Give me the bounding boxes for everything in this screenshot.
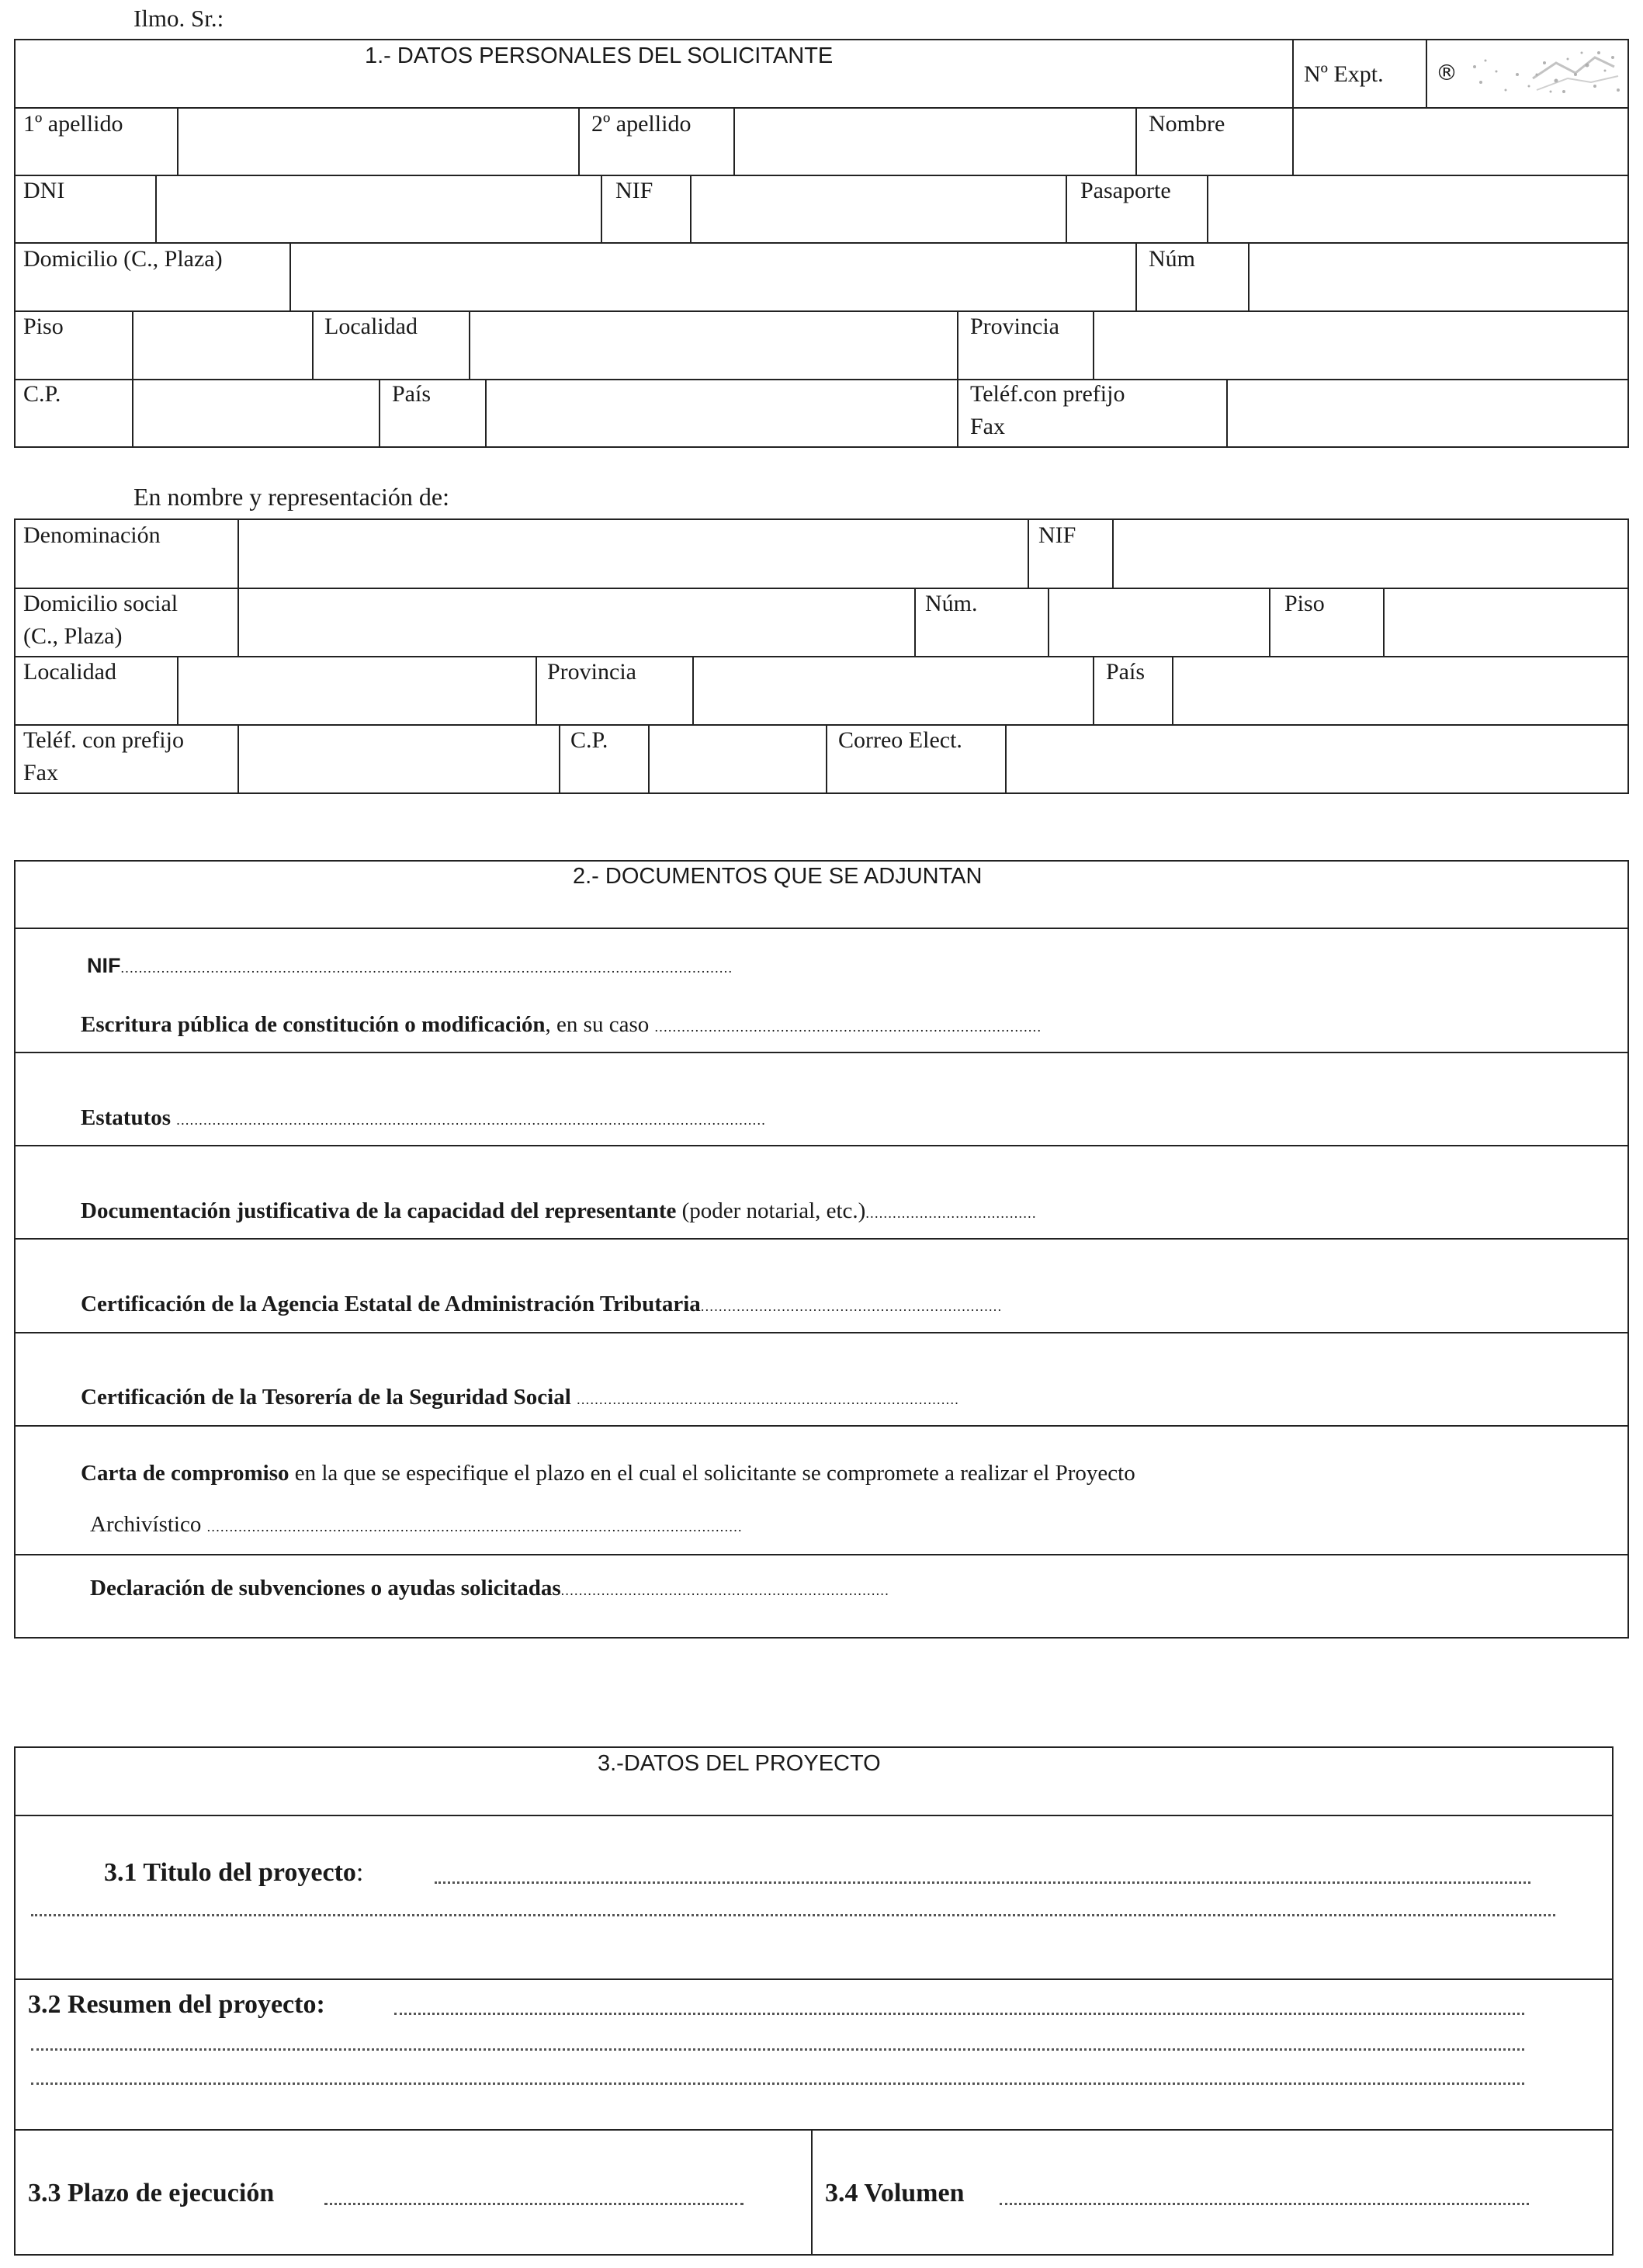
- pasaporte-field[interactable]: [1208, 176, 1627, 241]
- provincia-label: Provincia: [970, 314, 1059, 339]
- telef-field[interactable]: [1228, 380, 1627, 446]
- expt-label: Nº Expt.: [1304, 61, 1384, 87]
- resumen-proyecto-label: 3.2 Resumen del proyecto:: [28, 1990, 325, 2019]
- resumen-dotline-2[interactable]: [31, 2048, 1524, 2051]
- doc-item-escritura: Escritura pública de constitución o modificación, en su caso ......................................................................................: [81, 1012, 1042, 1037]
- pais-label: País: [392, 381, 432, 407]
- rep-piso-field[interactable]: [1385, 589, 1627, 654]
- rep-pais-label: País: [1106, 659, 1146, 685]
- apellido2-field[interactable]: [735, 109, 1134, 173]
- rep-provincia-label: Provincia: [547, 659, 636, 685]
- rep-nif-field[interactable]: [1114, 520, 1627, 586]
- rep-telef-label-line1: Teléf. con prefijo: [23, 727, 184, 753]
- domicilio-field[interactable]: [291, 244, 1134, 309]
- denominacion-label: Denominación: [23, 522, 161, 548]
- doc-item-estatutos: Estatutos ...................................................................................................................................: [81, 1105, 767, 1130]
- piso-field[interactable]: [133, 312, 310, 377]
- apellido1-label: 1º apellido: [23, 111, 123, 137]
- volumen-dotline[interactable]: [1000, 2203, 1529, 2205]
- domicilio-social-field[interactable]: [239, 589, 913, 654]
- domicilio-label: Domicilio (C., Plaza): [23, 246, 223, 272]
- rep-localidad-field[interactable]: [179, 657, 534, 723]
- volumen-label: 3.4 Volumen: [825, 2179, 965, 2207]
- nombre-field[interactable]: [1294, 109, 1627, 173]
- nif-field[interactable]: [692, 176, 1064, 241]
- rep-localidad-label: Localidad: [23, 659, 116, 685]
- provincia-field[interactable]: [1094, 312, 1627, 377]
- doc-item-declaracion: Declaración de subvenciones o ayudas solicitadas.........................................................................: [90, 1576, 890, 1600]
- telef-label-line2: Fax: [970, 414, 1005, 439]
- doc-item-capacidad: Documentación justificativa de la capacidad del representante (poder notarial, etc.)......................................: [81, 1198, 1037, 1223]
- rep-provincia-field[interactable]: [694, 657, 1091, 723]
- section1-title: 1.- DATOS PERSONALES DEL SOLICITANTE: [365, 43, 834, 68]
- cp-label: C.P.: [23, 381, 61, 407]
- registry-stamp: [1459, 43, 1626, 106]
- resumen-dotline-3[interactable]: [31, 2082, 1524, 2085]
- rep-piso-label: Piso: [1284, 591, 1325, 616]
- rep-telef-field[interactable]: [239, 726, 557, 792]
- doc-item-nif: NIF........................................................................................................................................: [87, 954, 733, 977]
- greeting: Ilmo. Sr.:: [133, 5, 224, 32]
- localidad-field[interactable]: [470, 312, 955, 377]
- telef-label-line1: Teléf.con prefijo: [970, 381, 1125, 407]
- doc-item-agencia-tributaria: Certificación de la Agencia Estatal de Administración Tributaria...................................................................: [81, 1292, 1003, 1316]
- domicilio-social-label-line2: (C., Plaza): [23, 623, 123, 649]
- representation-heading: En nombre y representación de:: [133, 483, 449, 511]
- dni-label: DNI: [23, 178, 65, 203]
- localidad-label: Localidad: [324, 314, 418, 339]
- piso-label: Piso: [23, 314, 64, 339]
- rep-nif-label: NIF: [1038, 522, 1076, 548]
- rep-pais-field[interactable]: [1173, 657, 1627, 723]
- rep-telef-label-line2: Fax: [23, 760, 58, 785]
- rep-num-label: Núm.: [925, 591, 978, 616]
- num-label: Núm: [1149, 246, 1195, 272]
- rep-cp-field[interactable]: [650, 726, 824, 792]
- num-field[interactable]: [1250, 244, 1627, 309]
- doc-item-carta-compromiso-line2: Archivístico .......................................................................................................................: [90, 1512, 743, 1537]
- registered-mark: ®: [1436, 60, 1458, 85]
- resumen-dotline-1[interactable]: [394, 2013, 1524, 2015]
- nombre-label: Nombre: [1149, 111, 1225, 137]
- titulo-dotline-2[interactable]: [31, 1914, 1555, 1916]
- nif-label: NIF: [615, 178, 653, 203]
- plazo-dotline[interactable]: [324, 2203, 744, 2205]
- rep-num-field[interactable]: [1049, 589, 1267, 654]
- titulo-proyecto-label: 3.1 Titulo del proyecto:: [104, 1858, 364, 1887]
- dni-field[interactable]: [157, 176, 599, 241]
- apellido2-label: 2º apellido: [591, 111, 692, 137]
- denominacion-field[interactable]: [239, 520, 1026, 586]
- apellido1-field[interactable]: [179, 109, 577, 173]
- cp-field[interactable]: [133, 380, 377, 446]
- domicilio-social-label-line1: Domicilio social: [23, 591, 179, 616]
- plazo-ejecucion-label: 3.3 Plazo de ejecución: [28, 2179, 275, 2207]
- doc-item-seguridad-social: Certificación de la Tesorería de la Seguridad Social .....................................................................................: [81, 1385, 960, 1410]
- section2-title: 2.- DOCUMENTOS QUE SE ADJUNTAN: [573, 864, 983, 889]
- correo-field[interactable]: [1007, 726, 1627, 792]
- doc-item-carta-compromiso: Carta de compromiso en la que se especifique el plazo en el cual el solicitante se compromete a realizar el Proyecto: [81, 1461, 1135, 1486]
- rep-cp-label: C.P.: [570, 727, 608, 753]
- correo-label: Correo Elect.: [838, 727, 962, 753]
- section3-title: 3.-DATOS DEL PROYECTO: [598, 1751, 881, 1776]
- pais-field[interactable]: [487, 380, 955, 446]
- titulo-dotline-1[interactable]: [435, 1881, 1530, 1884]
- pasaporte-label: Pasaporte: [1080, 178, 1171, 203]
